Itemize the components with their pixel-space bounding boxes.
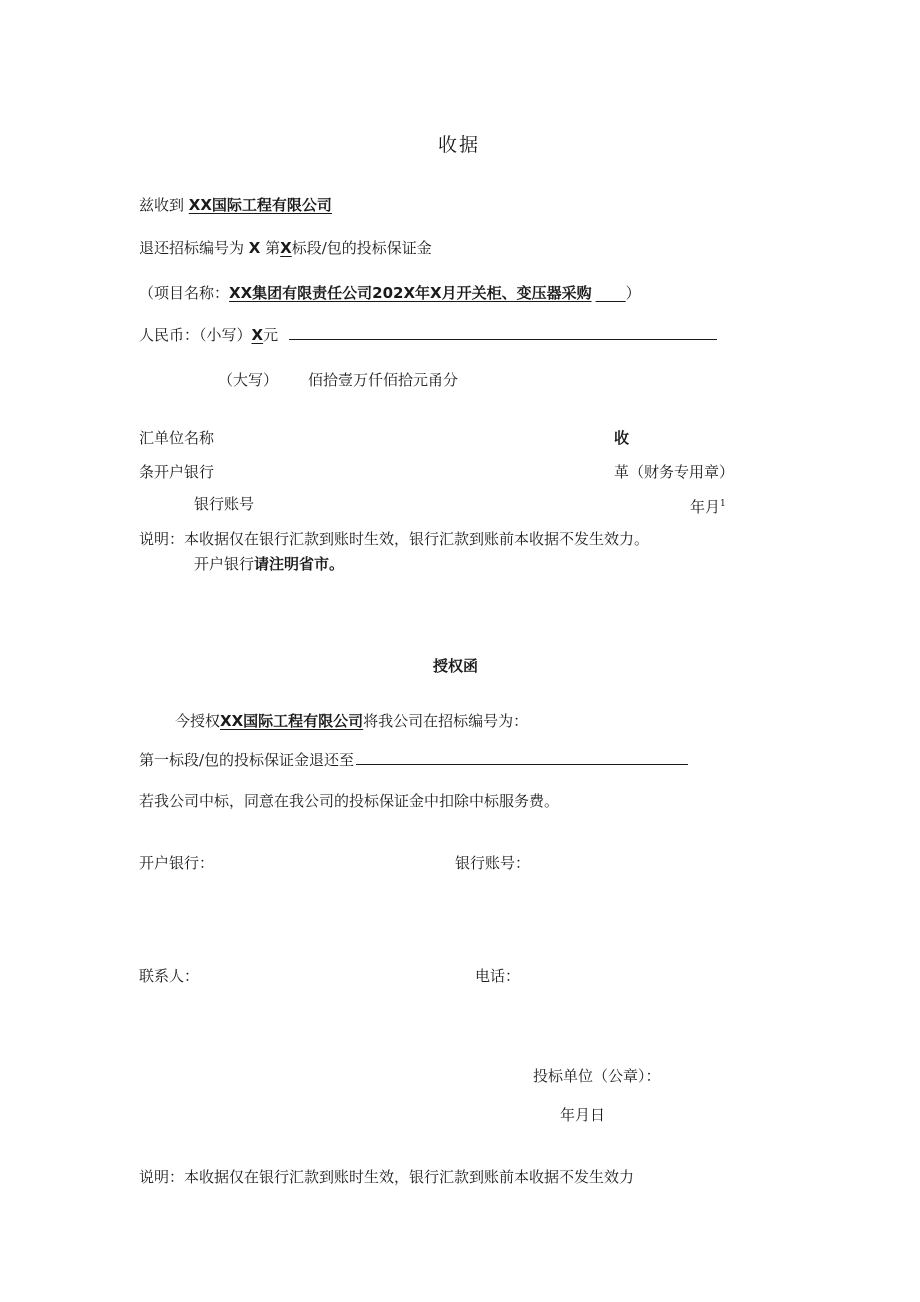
rmb-line bbox=[139, 325, 717, 345]
auth-line-1-prefix: 今授权 bbox=[175, 712, 221, 730]
project-open: （项目名称： bbox=[139, 284, 230, 302]
receipt-note-1: 说明：本收据仅在银行汇款到账时生效，银行汇款到账前本收据不发生效力。 bbox=[139, 530, 650, 548]
auth-phone-label: 电话： bbox=[475, 967, 521, 985]
authorization-title: 授权函 bbox=[433, 657, 479, 675]
auth-refund-blank-line bbox=[356, 750, 688, 765]
receipt-date-text: 年月 bbox=[690, 498, 721, 516]
refund-text-3: 标段/包的投标保证金 bbox=[291, 239, 432, 257]
remit-bank: 条开户银行 bbox=[139, 463, 215, 481]
project-line bbox=[139, 283, 641, 303]
receipt-note-2 bbox=[194, 554, 344, 574]
daxie-label: （大写） bbox=[218, 371, 279, 389]
rmb-unit: 元 bbox=[263, 326, 279, 344]
auth-account-label: 银行账号： bbox=[455, 854, 531, 872]
payee-char: 收 bbox=[614, 429, 630, 447]
auth-contact-label: 联系人： bbox=[139, 967, 200, 985]
refund-section: X bbox=[280, 239, 292, 257]
remit-name: 汇单位名称 bbox=[139, 429, 215, 447]
auth-line-1 bbox=[175, 711, 528, 731]
project-name: XX集团有限责任公司202X年X月开关柜、变压器采购 bbox=[229, 284, 592, 302]
received-company: XX国际工程有限公司 bbox=[188, 196, 332, 214]
received-line bbox=[139, 195, 332, 215]
auth-date: 年月日 bbox=[560, 1106, 606, 1124]
receipt-title: 收据 bbox=[438, 134, 481, 156]
remit-account: 银行账号 bbox=[194, 495, 255, 513]
received-prefix: 兹收到 bbox=[139, 196, 185, 214]
auth-line-2 bbox=[139, 750, 688, 770]
auth-line-2-text: 第一标段/包的投标保证金退还至 bbox=[139, 751, 355, 769]
project-close: ） bbox=[625, 284, 641, 302]
auth-line-3: 若我公司中标，同意在我公司的投标保证金中扣除中标服务费。 bbox=[139, 792, 560, 810]
auth-line-1-suffix: 将我公司在招标编号为： bbox=[363, 712, 529, 730]
refund-number: X bbox=[248, 239, 261, 257]
refund-text-1: 退还招标编号为 bbox=[139, 239, 245, 257]
refund-line bbox=[139, 238, 432, 258]
auth-bank-label: 开户银行： bbox=[139, 854, 215, 872]
refund-text-2: 第 bbox=[265, 239, 281, 257]
daxie-units: 佰拾壹万仟佰拾元甬分 bbox=[308, 371, 459, 389]
project-blank: ____ bbox=[595, 284, 626, 302]
receipt-note-2-prefix: 开户银行 bbox=[194, 555, 255, 573]
bidder-seal-label: 投标单位（公章）： bbox=[533, 1067, 661, 1085]
auth-company: XX国际工程有限公司 bbox=[220, 712, 364, 730]
receipt-date bbox=[690, 494, 726, 517]
receipt-note-2-bold: 请注明省市。 bbox=[254, 555, 345, 573]
rmb-amount: X bbox=[251, 326, 264, 344]
receipt-date-footnote: 1 bbox=[720, 499, 726, 509]
rmb-label: 人民币：（小写） bbox=[139, 326, 252, 344]
payee-seal: 革（财务专用章） bbox=[614, 463, 735, 481]
rmb-blank-line bbox=[289, 325, 717, 340]
auth-note: 说明：本收据仅在银行汇款到账时生效，银行汇款到账前本收据不发生效力 bbox=[139, 1168, 635, 1186]
